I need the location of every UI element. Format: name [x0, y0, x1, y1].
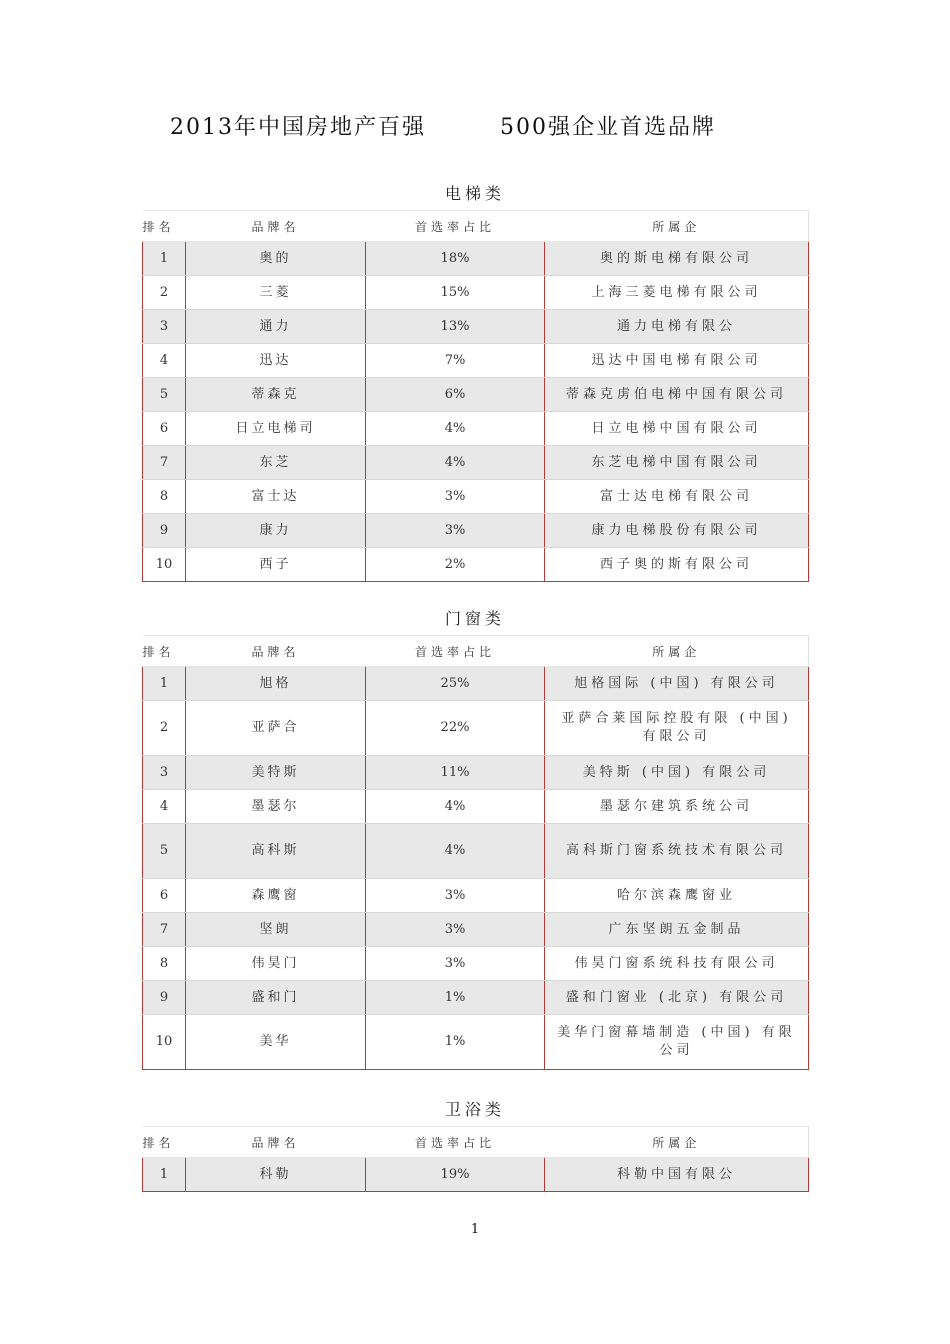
header-rank: 排名	[143, 211, 186, 242]
company-cell: 富士达电梯有限公司	[545, 480, 809, 514]
rate-cell: 3%	[366, 514, 545, 548]
rate-cell: 4%	[366, 412, 545, 446]
header-rate: 首选率占比	[366, 636, 545, 667]
rate-cell: 11%	[366, 756, 545, 790]
section-title-doors-windows: 门窗类	[444, 609, 505, 628]
brand-cell: 三菱	[186, 276, 366, 310]
table-row	[143, 790, 809, 824]
section-title-sanitary: 卫浴类	[444, 1100, 505, 1119]
brand-cell: 蒂森克	[186, 378, 366, 412]
rank-cell: 10	[143, 1015, 186, 1070]
rank-cell: 2	[143, 276, 186, 310]
table-row	[143, 1015, 809, 1070]
company-cell: 康力电梯股份有限公司	[545, 514, 809, 548]
rate-cell: 3%	[366, 913, 545, 947]
brand-cell: 坚朗	[186, 913, 366, 947]
company-cell: 墨瑟尔建筑系统公司	[545, 790, 809, 824]
rank-cell: 6	[143, 879, 186, 913]
title-part-2: 500强企业首选品牌	[500, 115, 716, 140]
header-brand: 品牌名	[186, 1127, 366, 1158]
brand-cell: 迅达	[186, 344, 366, 378]
rank-cell: 8	[143, 947, 186, 981]
table-row	[143, 480, 809, 514]
sanitary-ranking-table	[142, 1126, 809, 1192]
rank-cell: 4	[143, 344, 186, 378]
brand-cell: 旭格	[186, 667, 366, 701]
table-header-row	[143, 211, 809, 242]
rate-cell: 13%	[366, 310, 545, 344]
rate-cell: 7%	[366, 344, 545, 378]
rank-cell: 6	[143, 412, 186, 446]
brand-cell: 美华	[186, 1015, 366, 1070]
rank-cell: 1	[143, 1158, 186, 1192]
rank-cell: 4	[143, 790, 186, 824]
table-row	[143, 276, 809, 310]
table-row	[143, 514, 809, 548]
company-cell: 迅达中国电梯有限公司	[545, 344, 809, 378]
brand-cell: 富士达	[186, 480, 366, 514]
rate-cell: 18%	[366, 242, 545, 276]
company-cell: 东芝电梯中国有限公司	[545, 446, 809, 480]
table-row	[143, 981, 809, 1015]
rate-cell: 15%	[366, 276, 545, 310]
company-cell: 奥的斯电梯有限公司	[545, 242, 809, 276]
table-row	[143, 548, 809, 582]
company-cell: 高科斯门窗系统技术有限公司	[545, 824, 809, 879]
rate-cell: 2%	[366, 548, 545, 582]
header-rank: 排名	[143, 636, 186, 667]
rank-cell: 3	[143, 310, 186, 344]
header-brand: 品牌名	[186, 211, 366, 242]
header-company: 所属企	[545, 1127, 809, 1158]
title-part-1: 2013年中国房地产百强	[170, 115, 426, 140]
rank-cell: 9	[143, 981, 186, 1015]
table-row	[143, 412, 809, 446]
table-row	[143, 446, 809, 480]
rank-cell: 5	[143, 824, 186, 879]
rank-cell: 5	[143, 378, 186, 412]
table-row	[143, 879, 809, 913]
table-row	[143, 824, 809, 879]
company-cell: 美特斯 (中国) 有限公司	[545, 756, 809, 790]
header-brand: 品牌名	[186, 636, 366, 667]
rank-cell: 2	[143, 701, 186, 756]
rate-cell: 1%	[366, 981, 545, 1015]
table-row	[143, 1158, 809, 1192]
rank-cell: 3	[143, 756, 186, 790]
brand-cell: 东芝	[186, 446, 366, 480]
company-cell: 通力电梯有限公	[545, 310, 809, 344]
company-cell: 广东坚朗五金制品	[545, 913, 809, 947]
rate-cell: 1%	[366, 1015, 545, 1070]
brand-cell: 森鹰窗	[186, 879, 366, 913]
company-cell: 亚萨合莱国际控股有限 (中国) 有限公司	[545, 701, 809, 756]
table-header-row	[143, 1127, 809, 1158]
brand-cell: 高科斯	[186, 824, 366, 879]
brand-cell: 美特斯	[186, 756, 366, 790]
company-cell: 西子奥的斯有限公司	[545, 548, 809, 582]
table-row	[143, 344, 809, 378]
rate-cell: 3%	[366, 879, 545, 913]
table-row	[143, 310, 809, 344]
rate-cell: 4%	[366, 790, 545, 824]
rank-cell: 7	[143, 446, 186, 480]
header-company: 所属企	[545, 636, 809, 667]
doors-windows-ranking-table	[142, 635, 809, 1070]
table-row	[143, 913, 809, 947]
brand-cell: 盛和门	[186, 981, 366, 1015]
header-rate: 首选率占比	[366, 1127, 545, 1158]
company-cell: 美华门窗幕墙制造 (中国) 有限公司	[545, 1015, 809, 1070]
rank-cell: 7	[143, 913, 186, 947]
table-row	[143, 667, 809, 701]
document-title	[170, 110, 790, 144]
brand-cell: 通力	[186, 310, 366, 344]
company-cell: 日立电梯中国有限公司	[545, 412, 809, 446]
brand-cell: 西子	[186, 548, 366, 582]
table-row	[143, 756, 809, 790]
table-row	[143, 242, 809, 276]
rank-cell: 10	[143, 548, 186, 582]
rate-cell: 25%	[366, 667, 545, 701]
table-header-row	[143, 636, 809, 667]
rate-cell: 22%	[366, 701, 545, 756]
company-cell: 哈尔滨森鹰窗业	[545, 879, 809, 913]
company-cell: 盛和门窗业 (北京) 有限公司	[545, 981, 809, 1015]
rank-cell: 1	[143, 667, 186, 701]
brand-cell: 亚萨合	[186, 701, 366, 756]
rank-cell: 8	[143, 480, 186, 514]
brand-cell: 奥的	[186, 242, 366, 276]
table-row	[143, 947, 809, 981]
rate-cell: 3%	[366, 480, 545, 514]
table-row	[143, 378, 809, 412]
header-rank: 排名	[143, 1127, 186, 1158]
brand-cell: 康力	[186, 514, 366, 548]
company-cell: 蒂森克虏伯电梯中国有限公司	[545, 378, 809, 412]
rate-cell: 6%	[366, 378, 545, 412]
company-cell: 旭格国际 (中国) 有限公司	[545, 667, 809, 701]
rate-cell: 19%	[366, 1158, 545, 1192]
elevator-ranking-table	[142, 210, 809, 582]
brand-cell: 伟昊门	[186, 947, 366, 981]
company-cell: 上海三菱电梯有限公司	[545, 276, 809, 310]
rank-cell: 1	[143, 242, 186, 276]
rate-cell: 3%	[366, 947, 545, 981]
brand-cell: 科勒	[186, 1158, 366, 1192]
header-company: 所属企	[545, 211, 809, 242]
rate-cell: 4%	[366, 824, 545, 879]
rate-cell: 4%	[366, 446, 545, 480]
page-number: 1	[470, 1222, 480, 1237]
header-rate: 首选率占比	[366, 211, 545, 242]
rank-cell: 9	[143, 514, 186, 548]
company-cell: 伟昊门窗系统科技有限公司	[545, 947, 809, 981]
table-row	[143, 701, 809, 756]
section-title-elevator: 电梯类	[444, 184, 505, 203]
company-cell: 科勒中国有限公	[545, 1158, 809, 1192]
brand-cell: 墨瑟尔	[186, 790, 366, 824]
brand-cell: 日立电梯司	[186, 412, 366, 446]
